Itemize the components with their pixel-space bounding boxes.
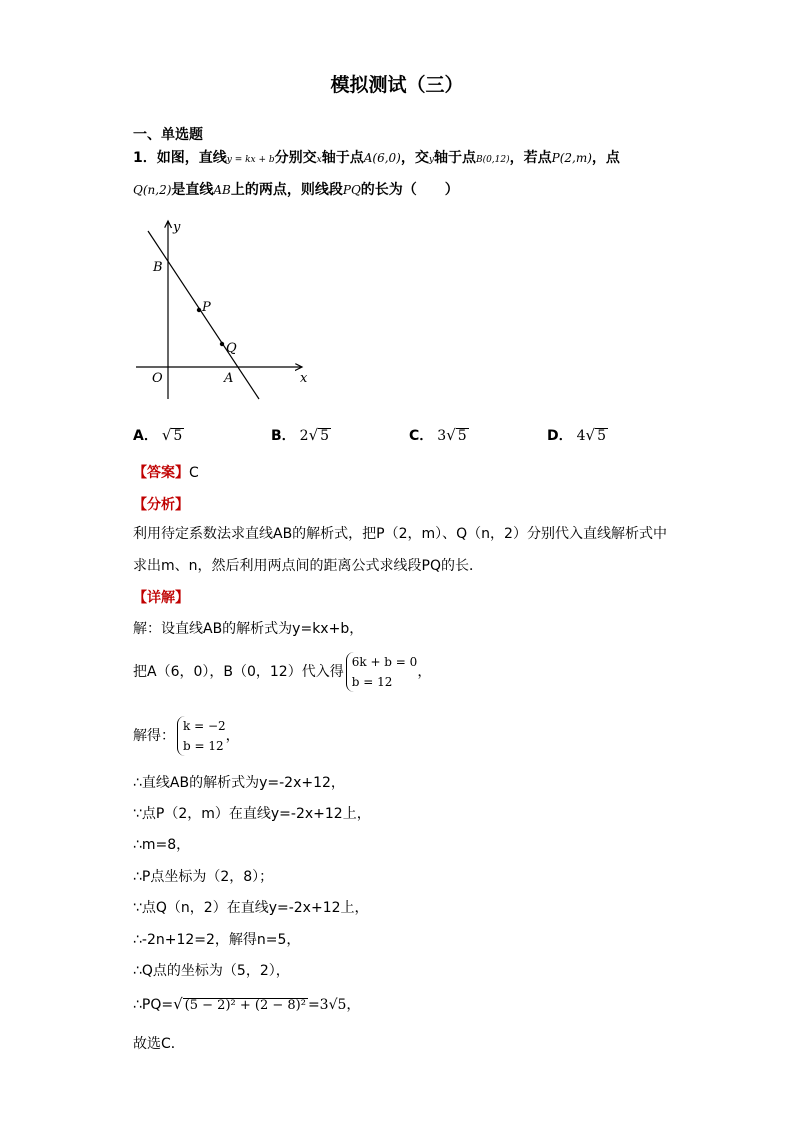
point-p: [197, 308, 201, 312]
line-ab: [148, 231, 259, 399]
detail-line-9: ∴-2n+12=2，解得n=5，: [133, 932, 301, 948]
q-formula: AB: [213, 183, 231, 197]
option-radicand: 5: [173, 428, 183, 444]
question-line-2: [133, 180, 459, 200]
equation: b = 12: [183, 739, 224, 753]
answer-tag: 【答案】: [133, 465, 189, 481]
result: =3√5: [307, 997, 347, 1013]
detail-text: 解得：: [133, 728, 175, 744]
q-formula: y = kx + b: [226, 155, 275, 165]
radical-sign: √: [173, 995, 183, 1013]
detail-line-4: ∴直线AB的解析式为y=-2x+12，: [133, 775, 345, 791]
equation-system-1: [346, 652, 418, 692]
radical-sign: √: [585, 426, 596, 444]
line-graph-figure: [130, 215, 320, 405]
origin-label: O: [152, 371, 163, 386]
x-axis-label: x: [300, 371, 308, 386]
detail-text: ，: [225, 728, 240, 744]
q-text: ，若点: [509, 150, 552, 166]
detail-line-6: ∴m=8，: [133, 837, 191, 853]
analysis-tag: 【分析】: [133, 497, 189, 513]
page-title: 模拟测试（三）: [330, 74, 464, 96]
q-text: 的长为（ ）: [360, 182, 459, 198]
detail-text: ，: [346, 997, 361, 1013]
equation-system-2: [177, 716, 226, 756]
answer-value: C: [189, 465, 199, 481]
detail-line-2: [133, 652, 431, 692]
detail-line-7: ∴P点坐标为（2，8）；: [133, 869, 274, 885]
analysis-line-2: 求出m、n，然后利用两点间的距离公式求线段PQ的长．: [133, 558, 483, 574]
q-formula: x: [316, 155, 322, 165]
option-radicand: 5: [597, 428, 607, 444]
point-q: [220, 342, 224, 346]
point-q-label: Q: [226, 341, 237, 356]
q-text: 分别交: [274, 150, 317, 166]
option-letter: D．: [547, 428, 573, 444]
detail-line-11: [133, 994, 360, 1015]
detail-tag: 【详解】: [133, 590, 189, 606]
q-formula: B(0,12): [475, 155, 510, 165]
q-formula: P(2,m): [551, 151, 592, 165]
detail-line-5: ∵点P（2，m）在直线y=-2x+12上，: [133, 806, 371, 822]
option-radicand: 5: [457, 428, 467, 444]
option-coef: 2: [299, 428, 309, 444]
analysis-line-1: 利用待定系数法求直线AB的解析式，把P（2，m）、Q（n，2）分别代入直线解析式中: [133, 526, 667, 542]
detail-line-12: 故选C．: [133, 1036, 185, 1052]
option-c[interactable]: [409, 425, 469, 445]
equation: b = 12: [351, 675, 393, 689]
answer-row: [133, 462, 199, 482]
point-b-label: B: [153, 260, 163, 275]
equation: k = −2: [183, 719, 226, 733]
option-coef: 4: [576, 428, 586, 444]
option-coef: 3: [437, 428, 447, 444]
option-letter: A．: [133, 428, 158, 444]
detail-text: 把A（6，0），B（0，12）代入得: [133, 664, 344, 680]
detail-line-10: ∴Q点的坐标为（5，2），: [133, 963, 290, 979]
q-text: 如图，直线: [156, 150, 227, 166]
radicand: (5 − 2)² + (2 − 8)²: [184, 998, 306, 1013]
option-a[interactable]: [133, 425, 184, 445]
option-radicand: 5: [320, 428, 330, 444]
q-formula: Q(n,2): [133, 183, 172, 197]
section-heading: 一、单选题: [133, 127, 203, 143]
q-text: ，交: [400, 150, 429, 166]
detail-text: ∴PQ=: [133, 997, 174, 1013]
q-text: ，点: [591, 150, 620, 166]
q-text: 轴于点: [321, 150, 364, 166]
question-number: 1．: [133, 150, 157, 166]
option-d[interactable]: [547, 425, 608, 445]
detail-text: ，: [417, 664, 432, 680]
q-text: 是直线: [171, 182, 214, 198]
q-text: 上的两点，则线段: [230, 182, 343, 198]
q-formula: A(6,0): [363, 151, 401, 165]
q-formula: PQ: [342, 183, 361, 197]
detail-line-3: [133, 716, 240, 756]
equation: 6k + b = 0: [351, 655, 418, 669]
q-formula: y: [428, 155, 434, 165]
option-b[interactable]: [271, 425, 331, 445]
point-a-label: A: [224, 371, 234, 386]
radical-sign: √: [446, 426, 456, 444]
option-letter: C．: [409, 428, 434, 444]
option-letter: B．: [271, 428, 296, 444]
detail-line-1: 解：设直线AB的解析式为y=kx+b，: [133, 621, 364, 637]
radical-sign: √: [308, 426, 319, 444]
point-p-label: P: [202, 300, 211, 315]
detail-line-8: ∵点Q（n，2）在直线y=-2x+12上，: [133, 900, 369, 916]
q-text: 轴于点: [433, 150, 476, 166]
y-axis-label: y: [173, 220, 181, 235]
question-line-1: [133, 148, 620, 170]
radical-sign: √: [161, 426, 172, 444]
